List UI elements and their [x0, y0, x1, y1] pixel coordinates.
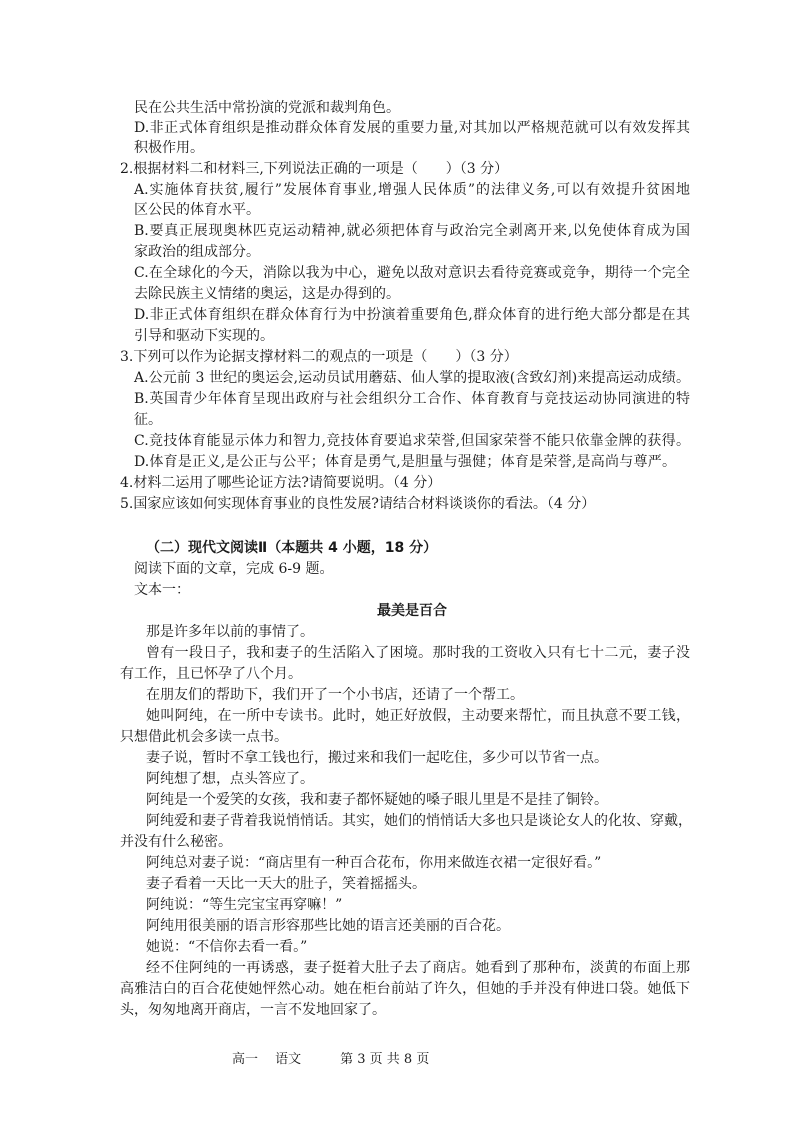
paragraph-line: 并没有什么秘密。	[120, 834, 232, 850]
paragraph-line: 阿纯总对妻子说：“商店里有一种百合花布，你用来做连衣裙一定很好看。”	[146, 855, 602, 871]
article-title: 最美是百合	[377, 603, 447, 619]
paragraph-line: 只想借此机会多读一点书。	[120, 729, 288, 745]
text-line: 家政治的组成部分。	[134, 244, 260, 260]
paragraph-line: 有工作，且已怀孕了八个月。	[120, 666, 302, 682]
instruction: 阅读下面的文章，完成 6-9 题。	[134, 561, 334, 577]
question-5: 5.国家应该如何实现体育事业的良性发展?请结合材料谈谈你的看法。（4 分）	[120, 496, 596, 512]
option-a-line: A.公元前 3 世纪的奥运会,运动员试用蘑菇、仙人掌的提取液(含致幻剂)来提高运动成绩。	[134, 370, 690, 386]
option-b-line: B.要真正展现奥林匹克运动精神,就必须把体育与政治完全剥离开来,以免使体育成为国	[134, 223, 690, 239]
question-4: 4.材料二运用了哪些论证方法?请简要说明。（4 分）	[120, 475, 442, 491]
question-3: 3.下列可以作为论据支撑材料二的观点的一项是（ ）（3 分）	[120, 349, 518, 365]
paragraph-line: 在朋友们的帮助下，我们开了一个小书店，还请了一个帮工。	[146, 687, 524, 703]
text-line: 引导和驱动下实现的。	[134, 328, 274, 344]
paragraph-line: 她说：“不信你去看一看。”	[146, 939, 308, 955]
option-b-line: B.英国青少年体育呈现出政府与社会组织分工合作、体育教育与竞技运动协同演进的特	[134, 391, 690, 407]
option-c-line: C.竞技体育能显示体力和智力,竞技体育要追求荣誉,但国家荣誉不能只依靠金牌的获得。	[134, 433, 690, 449]
paragraph-line: 阿纯用很美丽的语言形容那些比她的语言还美丽的百合花。	[146, 918, 510, 934]
paragraph-line: 阿纯是一个爱笑的女孩，我和妻子都怀疑她的嗓子眼儿里是不是挂了铜铃。	[146, 792, 608, 808]
question-2: 2.根据材料二和材料三,下列说法正确的一项是（ ）（3 分）	[120, 161, 509, 177]
option-d-line: D.非正式体育组织是推动群众体育发展的重要力量,对其加以严格规范就可以有效发挥其	[134, 120, 690, 136]
text-line: 去除民族主义情绪的奥运，这是办得到的。	[134, 286, 400, 302]
text-line: 征。	[134, 412, 162, 428]
paragraph-line: 高雅洁白的百合花使她怦然心动。她在柜台前站了许久，但她的手并没有伸进口袋。她低下	[120, 981, 690, 997]
paragraph-line: 她叫阿纯，在一所中专读书。此时，她正好放假，主动要来帮忙，而且执意不要工钱，	[146, 708, 690, 724]
option-d-line: D.非正式体育组织在群众体育行为中扮演着重要角色,群众体育的进行绝大部分都是在其	[134, 307, 690, 323]
text-line: 民在公共生活中常扮演的党派和裁判角色。	[134, 100, 400, 116]
paragraph-line: 阿纯想了想，点头答应了。	[146, 771, 314, 787]
paragraph-line: 经不住阿纯的一再诱惑，妻子挺着大肚子去了商店。她看到了那种布，淡黄的布面上那	[146, 960, 690, 976]
section-heading: （二）现代文阅读Ⅱ（本题共 4 小题，18 分）	[146, 540, 438, 556]
paragraph-line: 阿纯爱和妻子背着我说悄悄话。其实，她们的悄悄话大多也只是谈论女人的化妆、穿戴，	[146, 813, 692, 829]
text-line: 积极作用。	[134, 140, 204, 156]
option-a-line: A.实施体育扶贫,履行”发展体育事业,增强人民体质”的法律义务,可以有效提升贫困地	[134, 182, 690, 198]
paragraph-line: 妻子看着一天比一天大的肚子，笑着摇摇头。	[146, 876, 426, 892]
paragraph-line: 那是许多年以前的事情了。	[146, 624, 314, 640]
paragraph-line: 妻子说，暂时不拿工钱也行，搬过来和我们一起吃住，多少可以节省一点。	[146, 750, 608, 766]
option-d-line: D.体育是正义,是公正与公平；体育是勇气,是胆量与强健；体育是荣誉,是高尚与尊严。	[134, 454, 676, 470]
page-footer: 高一 语文 第 3 页 共 8 页	[232, 1052, 430, 1067]
text-line: 区公民的体育水平。	[134, 202, 260, 218]
option-c-line: C.在全球化的今天，消除以我为中心，避免以敌对意识去看待竞赛或竞争，期待一个完全	[134, 265, 690, 281]
paragraph-line: 头，匆匆地离开商店，一言不发地回家了。	[120, 1002, 386, 1018]
text-label: 文本一：	[134, 582, 190, 598]
paragraph-line: 曾有一段日子，我和妻子的生活陷入了困境。那时我的工资收入只有七十二元，妻子没	[146, 645, 690, 661]
paragraph-line: 阿纯说：“等生完宝宝再穿嘛！”	[146, 897, 343, 913]
